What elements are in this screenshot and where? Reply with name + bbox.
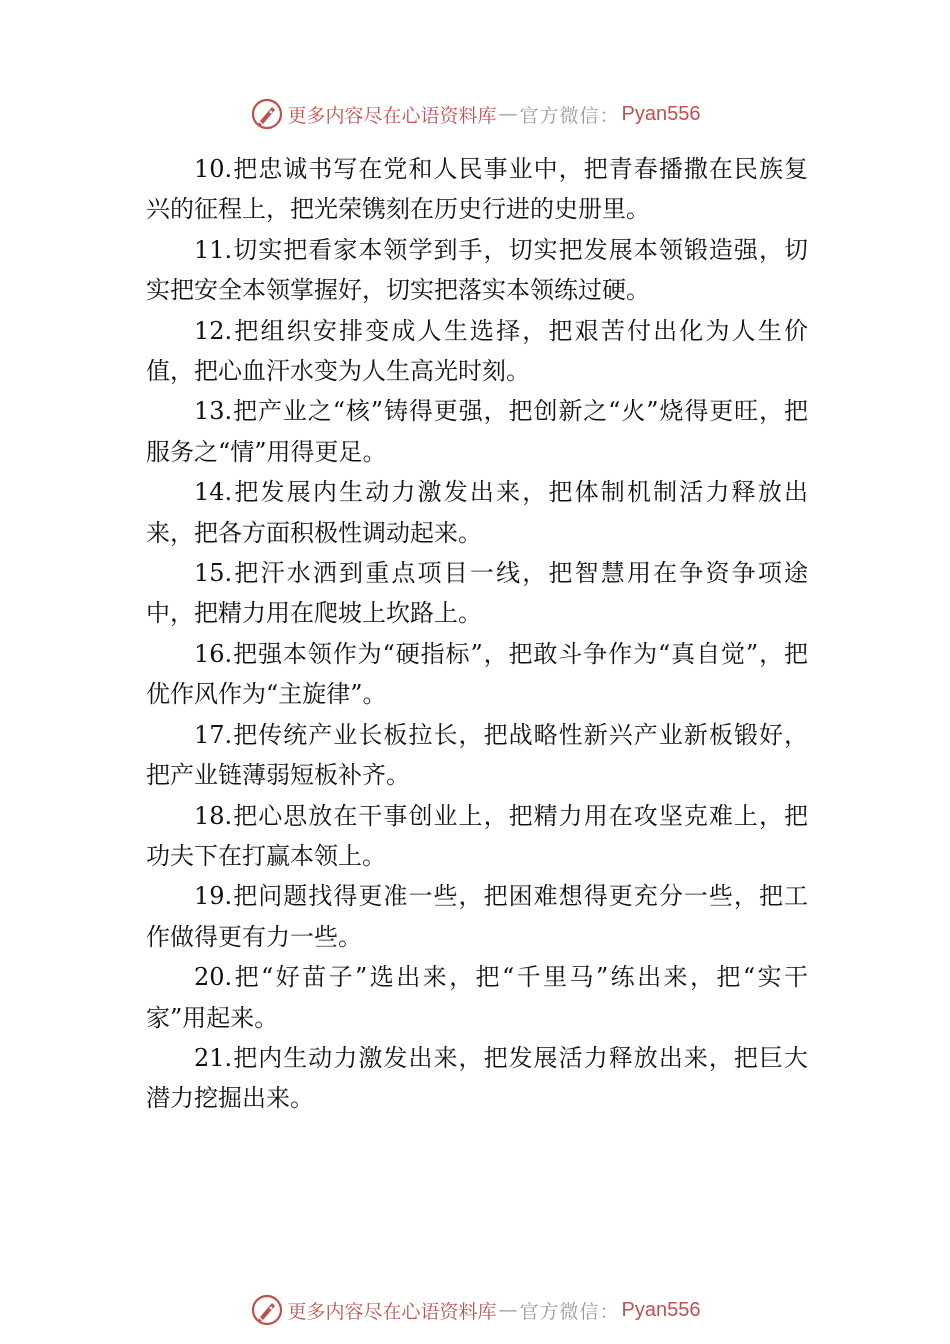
paragraph-16: 16.把强本领作为“硬指标”，把敢斗争作为“真自觉”，把优作风作为“主旋律”。 [146,639,808,709]
paragraph-20: 20.把“好苗子”选出来，把“千里马”练出来，把“实干家”用起来。 [146,963,808,1032]
document-body [146,149,808,1119]
promo-text: 更多内容尽在心语资料库 [287,1300,497,1323]
paragraph-14: 14.把发展内生动力激发出来，把体制机制活力释放出来，把各方面积极性调动起来。 [146,478,808,547]
wechat-label: 官方微信： [519,1300,620,1323]
wechat-id: Pyan556 [621,102,701,125]
paragraph-21: 21.把内生动力激发出来，把发展活力释放出来，把巨大潜力挖掘出来。 [146,1043,808,1113]
wechat-id: Pyan556 [621,1298,701,1321]
paragraph-11: 11.切实把看家本领学到手，切实把发展本领锻造强，切实把安全本领掌握好，切实把落实本领练过硬。 [146,235,808,305]
paragraph-18: 18.把心思放在干事创业上，把精力用在攻坚克难上，把功夫下在打赢本领上。 [146,801,808,870]
paragraph-19: 19.把问题找得更准一些，把困难想得更充分一些，把工作做得更有力一些。 [146,882,808,951]
banner-dash: — [498,103,518,125]
pen-nib-circle-icon [250,97,284,131]
promo-text: 更多内容尽在心语资料库 [287,104,497,127]
paragraph-12: 12.把组织安排变成人生选择，把艰苦付出化为人生价值，把心血汗水变为人生高光时刻。 [146,316,808,386]
footer-banner [0,1290,950,1330]
pen-nib-circle-icon [250,1293,284,1327]
paragraph-17: 17.把传统产业长板拉长，把战略性新兴产业新板锻好，把产业链薄弱短板补齐。 [146,720,808,790]
paragraph-15: 15.把汗水洒到重点项目一线，把智慧用在争资争项途中，把精力用在爬坡上坎路上。 [146,559,808,628]
banner-dash: — [498,1299,518,1321]
paragraph-10: 10.把忠诚书写在党和人民事业中，把青春播撒在民族复兴的征程上，把光荣镌刻在历史行进的史册里。 [146,155,808,224]
header-banner [0,94,950,134]
wechat-label: 官方微信： [519,104,620,127]
paragraph-13: 13.把产业之“核”铸得更强，把创新之“火”烧得更旺，把服务之“情”用得更足。 [146,397,808,466]
